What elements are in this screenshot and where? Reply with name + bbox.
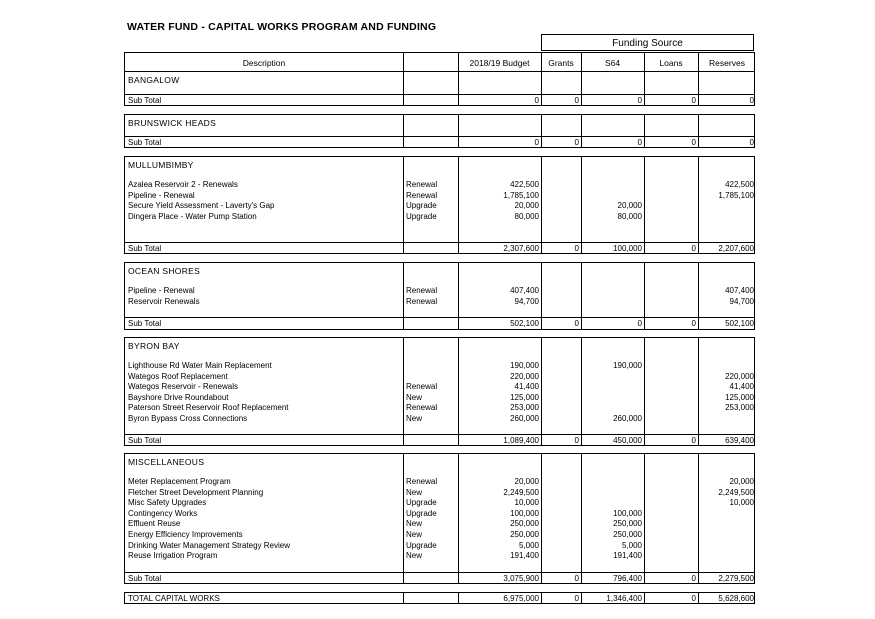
item-type: Renewal <box>406 286 438 295</box>
subtotal-reserves: 0 <box>749 96 754 105</box>
item-type: New <box>406 519 423 529</box>
total-label: TOTAL CAPITAL WORKS <box>128 594 220 603</box>
subtotal-label: Sub Total <box>128 574 162 583</box>
item-budget: 5,000 <box>518 540 539 550</box>
subtotal-grants: 0 <box>574 244 579 253</box>
item-type: New <box>406 551 423 561</box>
item-s64: 100,000 <box>613 508 642 518</box>
item-type: New <box>406 487 423 497</box>
subtotal-loans: 0 <box>691 96 696 105</box>
subtotal-reserves: 502,100 <box>725 319 754 328</box>
subtotal-grants: 0 <box>574 319 579 328</box>
section-heading: BRUNSWICK HEADS <box>128 118 217 128</box>
subtotal-s64: 0 <box>637 138 642 147</box>
section-byron-bay <box>124 337 755 446</box>
section-heading: MULLUMBIMBY <box>128 160 194 170</box>
subtotal-budget: 2,307,600 <box>503 244 539 253</box>
item-s64: 20,000 <box>617 201 642 211</box>
item-description: Lighthouse Rd Water Main Replacement <box>128 361 272 370</box>
subtotal-loans: 0 <box>691 319 696 328</box>
item-type: New <box>406 530 423 539</box>
subtotal-grants: 0 <box>574 96 579 105</box>
total-s64: 1,346,400 <box>606 594 642 603</box>
section-heading: BANGALOW <box>128 75 180 85</box>
item-description: Secure Yield Assessment - Laverty's Gap <box>128 201 275 211</box>
item-description: Wategos Reservoir - Renewals <box>128 382 238 392</box>
subtotal-reserves: 2,207,600 <box>718 244 754 253</box>
subtotal-budget: 3,075,900 <box>503 574 539 583</box>
total-budget: 6,975,000 <box>503 594 539 603</box>
subtotal-s64: 100,000 <box>613 244 642 253</box>
item-description: Energy Efficiency Improvements <box>128 530 243 539</box>
item-description: Effluent Reuse <box>128 519 181 529</box>
item-type: Renewal <box>406 180 438 189</box>
item-s64: 260,000 <box>613 414 642 423</box>
item-type: Renewal <box>406 403 438 413</box>
subtotal-row <box>125 434 754 447</box>
item-description: Byron Bypass Cross Connections <box>128 414 248 423</box>
item-description: Reservoir Renewals <box>128 296 200 306</box>
item-description: Bayshore Drive Roundabout <box>128 392 229 402</box>
item-budget: 220,000 <box>510 371 539 381</box>
subtotal-reserves: 639,400 <box>725 436 754 445</box>
item-budget: 100,000 <box>510 508 539 518</box>
item-reserves: 10,000 <box>729 498 754 508</box>
item-budget: 2,249,500 <box>503 487 539 497</box>
item-description: Paterson Street Reservoir Roof Replacement <box>128 403 289 413</box>
subtotal-row <box>125 317 754 330</box>
item-s64: 80,000 <box>617 211 642 221</box>
column-header-row <box>124 52 755 72</box>
item-description: Contingency Works <box>128 508 198 518</box>
section-heading: MISCELLANEOUS <box>128 457 205 467</box>
column-header-budget: 2018/19 Budget <box>469 58 530 68</box>
subtotal-loans: 0 <box>691 574 696 583</box>
section-heading: BYRON BAY <box>128 341 180 351</box>
item-type: Upgrade <box>406 201 437 211</box>
item-reserves: 41,400 <box>729 382 754 392</box>
subtotal-s64: 796,400 <box>613 574 642 583</box>
item-s64: 250,000 <box>613 530 642 539</box>
item-reserves: 220,000 <box>725 371 754 381</box>
item-budget: 125,000 <box>510 392 539 402</box>
subtotal-loans: 0 <box>691 436 696 445</box>
item-description: Reuse Irrigation Program <box>128 551 218 561</box>
section-bangalow <box>124 71 755 106</box>
subtotal-budget: 1,089,400 <box>503 436 539 445</box>
item-budget: 191,400 <box>510 551 539 561</box>
subtotal-row <box>125 572 754 585</box>
item-budget: 422,500 <box>510 180 539 189</box>
subtotal-s64: 0 <box>637 319 642 328</box>
item-description: Drinking Water Management Strategy Review <box>128 540 290 550</box>
total-reserves: 5,628,600 <box>718 594 754 603</box>
subtotal-loans: 0 <box>691 244 696 253</box>
column-header-loans: Loans <box>659 58 683 68</box>
item-type: New <box>406 392 423 402</box>
subtotal-grants: 0 <box>574 436 579 445</box>
item-reserves: 2,249,500 <box>718 487 754 497</box>
item-reserves: 407,400 <box>725 286 754 295</box>
item-reserves: 253,000 <box>725 403 754 413</box>
total-capital-works-row <box>124 592 755 604</box>
item-budget: 190,000 <box>510 361 539 370</box>
item-description: Azalea Reservoir 2 - Renewals <box>128 180 238 189</box>
item-s64: 250,000 <box>613 519 642 529</box>
subtotal-budget: 502,100 <box>510 319 539 328</box>
item-type: Renewal <box>406 382 438 392</box>
item-budget: 250,000 <box>510 530 539 539</box>
subtotal-label: Sub Total <box>128 319 162 328</box>
subtotal-budget: 0 <box>534 96 539 105</box>
column-header-s64: S64 <box>604 58 621 68</box>
item-type: Upgrade <box>406 498 437 508</box>
total-loans: 0 <box>691 594 696 603</box>
subtotal-row <box>125 136 754 149</box>
funding-source-header: Funding Source <box>541 34 754 51</box>
subtotal-label: Sub Total <box>128 138 162 147</box>
item-description: Meter Replacement Program <box>128 477 231 486</box>
item-budget: 41,400 <box>514 382 539 392</box>
item-description: Dingera Place - Water Pump Station <box>128 211 257 221</box>
item-reserves: 20,000 <box>729 477 754 486</box>
column-header-reserves: Reserves <box>709 58 745 68</box>
subtotal-grants: 0 <box>574 138 579 147</box>
item-type: Upgrade <box>406 508 437 518</box>
subtotal-reserves: 2,279,500 <box>718 574 754 583</box>
item-budget: 1,785,100 <box>503 190 539 200</box>
total-grants: 0 <box>574 594 579 603</box>
item-description: Wategos Roof Replacement <box>128 371 228 381</box>
item-budget: 80,000 <box>514 211 539 221</box>
subtotal-row <box>125 94 754 107</box>
item-description: Pipeline - Renewal <box>128 286 195 295</box>
item-reserves: 1,785,100 <box>718 190 754 200</box>
item-budget: 20,000 <box>514 477 539 486</box>
section-ocean-shores <box>124 262 755 330</box>
subtotal-s64: 0 <box>637 96 642 105</box>
subtotal-loans: 0 <box>691 138 696 147</box>
item-reserves: 125,000 <box>725 392 754 402</box>
subtotal-reserves: 0 <box>749 138 754 147</box>
page-title: WATER FUND - CAPITAL WORKS PROGRAM AND FUNDING <box>127 21 437 33</box>
item-budget: 20,000 <box>514 201 539 211</box>
subtotal-budget: 0 <box>534 138 539 147</box>
subtotal-s64: 450,000 <box>613 436 642 445</box>
section-brunswick-heads <box>124 114 755 148</box>
section-heading: OCEAN SHORES <box>128 266 201 276</box>
section-miscellaneous <box>124 453 755 584</box>
item-budget: 10,000 <box>514 498 539 508</box>
item-budget: 250,000 <box>510 519 539 529</box>
column-header-grants: Grants <box>548 58 574 68</box>
item-budget: 407,400 <box>510 286 539 295</box>
item-type: Upgrade <box>406 540 437 550</box>
section-mullumbimby <box>124 156 755 254</box>
column-header-description: Description <box>242 58 286 68</box>
subtotal-label: Sub Total <box>128 244 162 253</box>
item-description: Misc Safety Upgrades <box>128 498 207 508</box>
item-budget: 253,000 <box>510 403 539 413</box>
item-reserves: 422,500 <box>725 180 754 189</box>
item-s64: 5,000 <box>621 540 642 550</box>
item-budget: 260,000 <box>510 414 539 423</box>
subtotal-row <box>125 242 754 255</box>
subtotal-label: Sub Total <box>128 436 162 445</box>
item-type: Upgrade <box>406 211 437 221</box>
item-budget: 94,700 <box>514 296 539 306</box>
subtotal-label: Sub Total <box>128 96 162 105</box>
item-reserves: 94,700 <box>729 296 754 306</box>
item-type: New <box>406 414 423 423</box>
subtotal-grants: 0 <box>574 574 579 583</box>
item-s64: 191,400 <box>613 551 642 561</box>
item-type: Renewal <box>406 190 438 200</box>
item-description: Pipeline - Renewal <box>128 190 195 200</box>
item-s64: 190,000 <box>613 361 642 370</box>
item-type: Renewal <box>406 296 438 306</box>
item-description: Fletcher Street Development Planning <box>128 487 264 497</box>
item-type: Renewal <box>406 477 438 486</box>
